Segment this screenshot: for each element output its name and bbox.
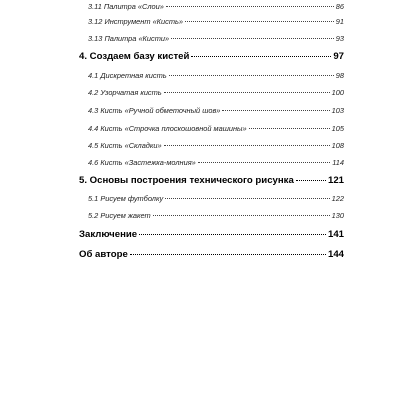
toc-dot-leader <box>296 180 326 181</box>
toc-entry[interactable] <box>88 17 344 26</box>
toc-chapter-page: 97 <box>333 51 344 62</box>
toc-entry-title: 3.11 Палитра «Слои» <box>88 2 164 11</box>
toc-dot-leader <box>198 162 330 163</box>
toc-entry-page: 86 <box>335 2 344 11</box>
toc-dot-leader <box>164 145 330 146</box>
toc-dot-leader <box>164 92 330 93</box>
toc-dot-leader <box>191 56 331 57</box>
toc-chapter-page: 121 <box>327 175 344 186</box>
toc-dot-leader <box>166 6 334 7</box>
toc-entry-title: 3.12 Инструмент «Кисть» <box>88 17 183 26</box>
toc-dot-leader <box>165 198 330 199</box>
toc-dot-leader <box>169 75 334 76</box>
toc-entry[interactable] <box>88 88 344 97</box>
toc-entry-title: 3.13 Палитра «Кисти» <box>88 34 170 43</box>
toc-chapter-title: 4. Создаем базу кистей <box>79 51 190 62</box>
toc-dot-leader <box>249 128 330 129</box>
toc-entry-title: 4.4 Кисть «Строчка плоскошовной машины» <box>88 124 247 133</box>
toc-entry-page: 130 <box>331 211 344 220</box>
toc-entry[interactable] <box>88 34 344 43</box>
toc-entry-title: 4.2 Узорчатая кисть <box>88 88 162 97</box>
toc-entry-title: 4.6 Кисть «Застежка-молния» <box>88 158 196 167</box>
toc-entry[interactable] <box>88 211 344 220</box>
toc-entry-title: 4.3 Кисть «Ручной обметочный шов» <box>88 106 221 115</box>
toc-entry-title: 5.1 Рисуем футболку <box>88 194 164 203</box>
toc-dot-leader <box>171 38 334 39</box>
toc-chapter-entry[interactable] <box>79 229 344 240</box>
toc-entry[interactable] <box>88 124 344 133</box>
toc-chapter-entry[interactable] <box>79 51 344 62</box>
toc-chapter-page: 141 <box>327 229 344 240</box>
toc-chapter-title: Заключение <box>79 229 138 240</box>
toc-chapter-title: Об авторе <box>79 249 128 260</box>
toc-entry[interactable] <box>88 141 344 150</box>
toc-entry-page: 100 <box>331 88 344 97</box>
toc-entry[interactable] <box>88 106 344 115</box>
toc-chapter-page: 144 <box>327 249 344 260</box>
toc-dot-leader <box>139 234 326 235</box>
toc-entry-title: 4.5 Кисть «Складки» <box>88 141 162 150</box>
toc-entry[interactable] <box>88 158 344 167</box>
toc-entry-page: 91 <box>335 17 344 26</box>
toc-entry-page: 98 <box>335 71 344 80</box>
toc-chapter-entry[interactable] <box>79 249 344 260</box>
toc-entry-page: 114 <box>332 158 344 167</box>
toc-entry-page: 122 <box>331 194 344 203</box>
toc-chapter-entry[interactable] <box>79 175 344 186</box>
toc-dot-leader <box>185 21 334 22</box>
toc-entry-page: 108 <box>331 141 344 150</box>
toc-entry[interactable] <box>88 194 344 203</box>
toc-dot-leader <box>130 254 326 255</box>
toc-entry-title: 5.2 Рисуем жакет <box>88 211 151 220</box>
toc-entry-page: 105 <box>331 124 344 133</box>
toc-entry[interactable] <box>88 71 344 80</box>
toc-entry[interactable] <box>88 2 344 11</box>
toc-dot-leader <box>153 215 330 216</box>
toc-dot-leader <box>222 110 329 111</box>
toc-entry-page: 103 <box>331 106 344 115</box>
toc-entry-page: 93 <box>335 34 344 43</box>
toc-chapter-title: 5. Основы построения технического рисунка <box>79 175 294 186</box>
toc-entry-title: 4.1 Дискретная кисть <box>88 71 167 80</box>
